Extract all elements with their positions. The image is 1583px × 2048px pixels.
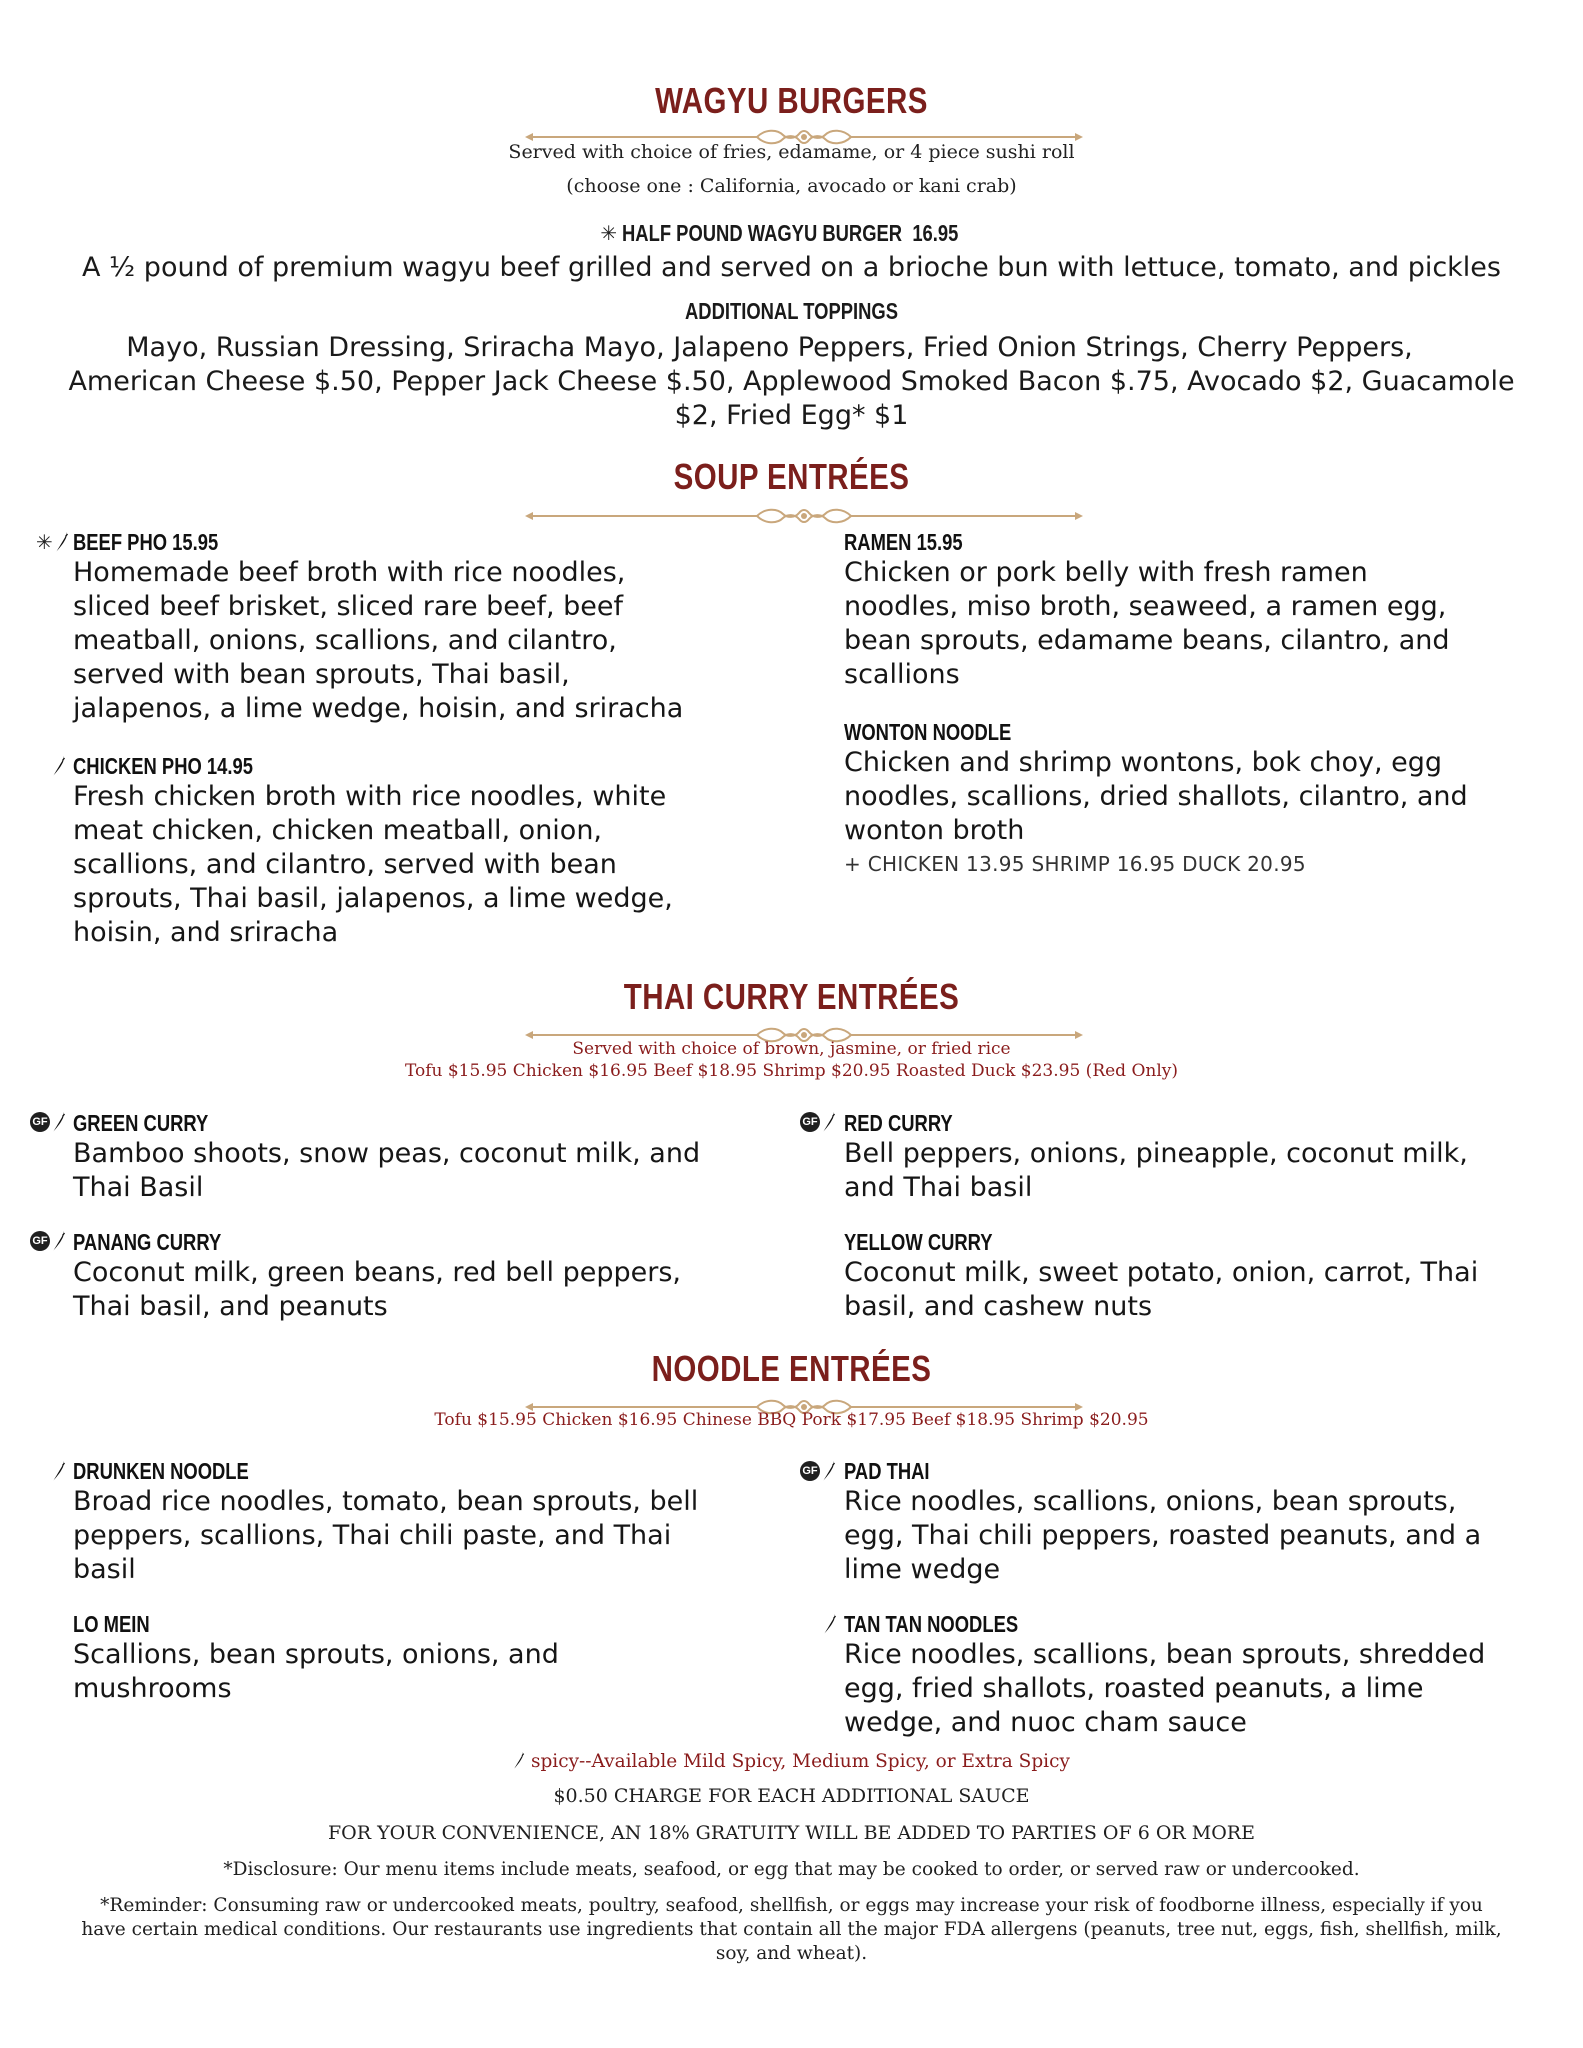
green-curry-desc: Bamboo shoots, snow peas, coconut milk, and Thai Basil [73,1138,701,1203]
pepper-icon [52,1460,66,1482]
spicy-legend [0,1751,1583,1772]
pepper-icon [52,755,66,777]
disclosure-note: *Disclosure: Our menu items include meats, seafood, or egg that may be cooked to order, or served raw or undercooked. [223,1859,1360,1880]
gratuity-note: FOR YOUR CONVENIENCE, AN 18% GRATUITY WILL BE ADDED TO PARTIES OF 6 OR MORE [328,1822,1255,1844]
beef-pho-title: BEEF PHO 15.95 [73,529,219,555]
pepper-icon [513,1751,525,1770]
panang-curry-desc: Coconut milk, green beans, red bell peppers, Thai basil, and peanuts [73,1257,682,1322]
tan-tan-title: TAN TAN NOODLES [844,1611,1019,1637]
curry-section-title: THAI CURRY ENTRÉES [623,976,960,1017]
noodle-section-title: NOODLE ENTRÉES [651,1348,932,1389]
chicken-pho-desc: Fresh chicken broth with rice noodles, white meat chicken, chicken meatball, onion, scallions, and cilantro, served with bean sprouts, Thai basil, jalapenos, a lime wedge, hoisin, and sriracha [73,781,673,948]
sparkle-icon: ✳ [600,221,618,245]
drunken-noodle-desc: Broad rice noodles, tomato, bean sprouts, bell peppers, scallions, Thai chili paste, and Thai basil [73,1486,699,1585]
tan-tan-icons [823,1612,837,1636]
toppings-line-2: American Cheese $.50, Pepper Jack Cheese $.50, Applewood Smoked Bacon $.75, Avocado $2, Guacamole [68,366,1515,397]
red-curry-icons [800,1110,836,1134]
panang-curry-icons [30,1229,66,1253]
drunken-noodle-icons [52,1459,66,1483]
gluten-free-icon: GF [30,1112,50,1132]
reminder-note: *Reminder: Consuming raw or undercooked meats, poultry, seafood, shellfish, or eggs may increase your risk of foodborne illness, especially if you have certain medical conditions. Our restaurants use ingredients that contain all the major FDA allergens (peanuts, tree nut, eggs, fish, shellfish, milk, soy, and wheat). [81,1895,1502,1964]
sauce-charge-note: $0.50 CHARGE FOR EACH ADDITIONAL SAUCE [553,1785,1030,1807]
red-curry-title: RED CURRY [844,1110,953,1136]
toppings-line-1: Mayo, Russian Dressing, Sriracha Mayo, Jalapeno Peppers, Fried Onion Strings, Cherry Peppers, [126,332,1413,363]
sparkle-icon: ✳ [36,530,53,554]
burgers-choice-note: (choose one : California, avocado or kani crab) [566,175,1017,197]
wonton-prices: + CHICKEN 13.95 SHRIMP 16.95 DUCK 20.95 [844,852,1306,876]
burger-item-desc: A ½ pound of premium wagyu beef grilled and served on a brioche bun with lettuce, tomato, and pickles [82,252,1501,283]
panang-curry-title: PANANG CURRY [73,1229,222,1255]
burger-item-price: 16.95 [912,220,959,246]
curry-rice-note: Served with choice of brown, jasmine, or fried rice [572,1039,1011,1059]
pepper-icon [55,531,69,553]
burger-item-title: HALF POUND WAGYU BURGER [622,220,903,246]
wonton-desc: Chicken and shrimp wontons, bok choy, egg noodles, scallions, dried shallots, cilantro, and wonton broth [844,747,1468,846]
pepper-icon [52,1111,66,1133]
yellow-curry-desc: Coconut milk, sweet potato, onion, carrot, Thai basil, and cashew nuts [844,1257,1479,1322]
pepper-icon [822,1460,836,1482]
burger-item-header [0,220,1583,250]
pad-thai-icons [800,1459,836,1483]
beef-pho-icons [36,530,69,554]
yellow-curry-title: YELLOW CURRY [844,1229,993,1255]
burgers-section-title: WAGYU BURGERS [655,80,928,121]
green-curry-title: GREEN CURRY [73,1110,209,1136]
wonton-title: WONTON NOODLE [844,719,1012,745]
gluten-free-icon: GF [800,1461,820,1481]
toppings-title: ADDITIONAL TOPPINGS [685,298,898,324]
pepper-icon [822,1111,836,1133]
burgers-subtitle: Served with choice of fries, edamame, or 4 piece sushi roll [508,141,1075,163]
soup-section-title: SOUP ENTRÉES [673,456,910,497]
toppings-line-3: $2, Fried Egg* $1 [674,400,909,431]
drunken-noodle-title: DRUNKEN NOODLE [73,1458,249,1484]
pepper-icon [52,1230,66,1252]
curry-prices: Tofu $15.95 Chicken $16.95 Beef $18.95 Shrimp $20.95 Roasted Duck $23.95 (Red Only) [404,1061,1179,1081]
tan-tan-desc: Rice noodles, scallions, bean sprouts, shredded egg, fried shallots, roasted peanuts, a lime wedge, and nuoc cham sauce [844,1639,1486,1738]
spicy-legend-text: spicy--Available Mild Spicy, Medium Spicy, or Extra Spicy [530,1751,1070,1772]
pepper-icon [823,1613,837,1635]
ornament-icon [525,505,1083,527]
lo-mein-desc: Scallions, bean sprouts, onions, and mushrooms [73,1639,559,1704]
pad-thai-desc: Rice noodles, scallions, onions, bean sprouts, egg, Thai chili peppers, roasted peanuts, and a lime wedge [844,1486,1482,1585]
gluten-free-icon: GF [30,1231,50,1251]
beef-pho-desc: Homemade beef broth with rice noodles, sliced beef brisket, sliced rare beef, beef meatball, onions, scallions, and cilantro, served with bean sprouts, Thai basil, jalapenos, a lime wedge, hoisin, and sriracha [73,557,684,724]
chicken-pho-title: CHICKEN PHO 14.95 [73,753,253,779]
lo-mein-title: LO MEIN [73,1611,150,1637]
chicken-pho-icons [52,754,66,778]
red-curry-desc: Bell peppers, onions, pineapple, coconut milk, and Thai basil [844,1138,1468,1203]
noodle-prices: Tofu $15.95 Chicken $16.95 Chinese BBQ Pork $17.95 Beef $18.95 Shrimp $20.95 [434,1410,1149,1430]
gluten-free-icon: GF [800,1112,820,1132]
ramen-title: RAMEN 15.95 [844,529,963,555]
green-curry-icons [30,1110,66,1134]
pad-thai-title: PAD THAI [844,1458,930,1484]
ramen-desc: Chicken or pork belly with fresh ramen noodles, miso broth, seaweed, a ramen egg, bean sprouts, edamame beans, cilantro, and scallions [844,557,1450,690]
